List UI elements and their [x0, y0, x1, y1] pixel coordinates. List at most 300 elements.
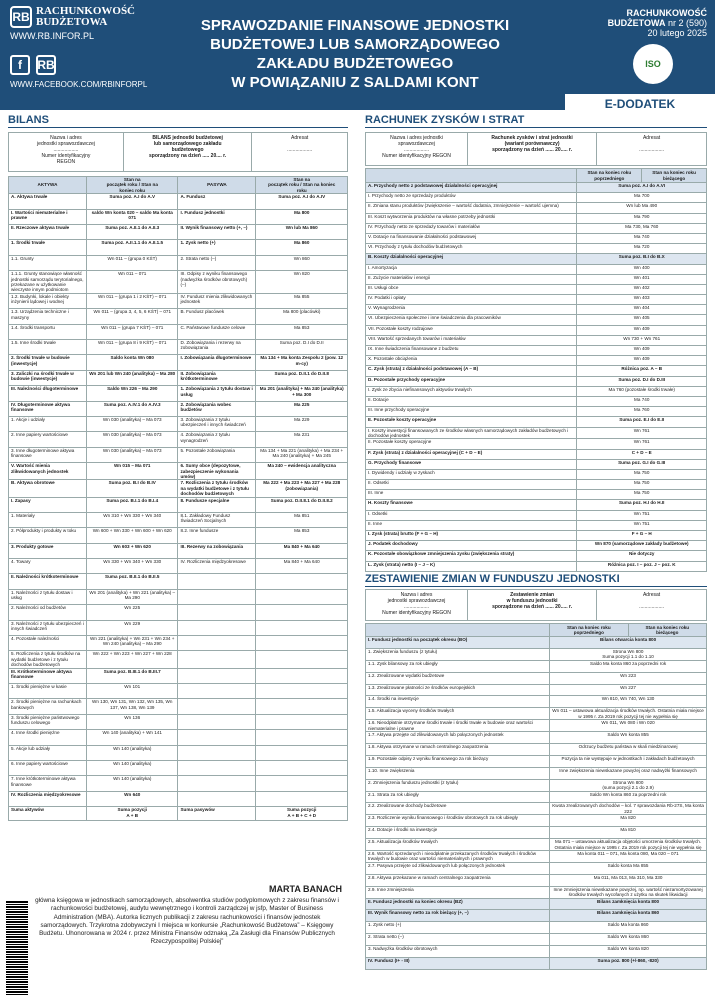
bilans-form-title: BILANS jednostki budżetowej lub samorządowego zakładu budżetowego sporządzony na dzień ..... 20.... r.	[124, 133, 252, 171]
table-row	[366, 459, 707, 469]
table-row	[366, 325, 707, 335]
rzis-col-curr: Stan na koniec roku bieżącego	[642, 169, 707, 183]
table-row	[9, 528, 348, 543]
pasywa-value: Ma 240 – ewidencja analityczna	[256, 463, 348, 480]
table-row	[366, 376, 707, 386]
rzis-heading: RACHUNEK ZYSKÓW I STRAT	[365, 114, 707, 128]
pasywa-value: Ma 853	[256, 324, 348, 339]
aktywa-value: Wn 030 (analityka) – Ma 073	[86, 416, 178, 431]
row-value: Ma 750	[577, 480, 707, 490]
table-row	[9, 480, 348, 497]
row-label: IX. Inne świadczenia finansowane z budżetu	[366, 346, 577, 356]
zzf-col-prev: Stan na koniec roku poprzedniego	[550, 624, 628, 637]
row-label: VIII. Wartość sprzedanych towarów i materiałów	[366, 335, 577, 345]
table-row	[366, 803, 707, 815]
col-aktywa-end: Stan na koniec roku	[119, 182, 158, 193]
aktywa-value: Wn 011 – (grupa 1 i 2 KŚT) – 071	[86, 293, 178, 308]
table-row	[366, 732, 707, 744]
pasywa-value: Suma poz. D.II.8.1 do D.II.8.2	[256, 497, 348, 512]
aktywa-label: 1.1. Grunty	[9, 255, 87, 270]
row-label: I. Zysk (strata) brutto (F + G – H)	[366, 531, 577, 541]
row-value: Saldo Ma konta 860 za poprzedni rok	[550, 660, 707, 672]
row-label: B. Koszty działalności operacyjnej	[366, 254, 577, 264]
bilans-form-entity: Nazwa i adres jednostki sprawozdawczej .................. Numer identyfikacyjny REGON	[9, 133, 124, 171]
table-row	[366, 541, 707, 551]
pasywa-label	[178, 761, 256, 776]
row-value: Wn 401	[577, 274, 707, 284]
pasywa-label	[178, 714, 256, 729]
pasywa-value: Ma 225	[256, 401, 348, 416]
pasywa-value: Ma 860	[256, 240, 348, 255]
pasywa-label: IV. Fundusz mienia zlikwidowanych jednostek	[178, 293, 256, 308]
table-row	[366, 183, 707, 193]
pasywa-value	[256, 684, 348, 699]
table-row	[366, 648, 707, 660]
row-value: Wn lub Ma 490	[577, 203, 707, 213]
row-label: 2.9. Inne zmniejszenia	[366, 886, 550, 898]
col-pasywa-end: Stan na koniec roku	[296, 182, 336, 193]
row-value: Wn 011, Wn 080 i Wn 020	[550, 720, 707, 732]
table-row	[366, 684, 707, 696]
pasywa-label: I. Fundusz jednostki	[178, 209, 256, 224]
table-row	[9, 447, 348, 462]
row-label: 2.2. Zrealizowane dochody budżetowe	[366, 803, 550, 815]
aktywa-label: IV. Rozliczenia międzyokresowe	[9, 791, 87, 806]
row-value: Ma 720	[577, 244, 707, 254]
pasywa-label	[178, 574, 256, 589]
row-label: 1. Zysk netto (+)	[366, 922, 550, 934]
row-label: VI. Ubezpieczenia społeczne i inne świadczenia dla pracowników	[366, 315, 577, 325]
pasywa-value: Suma poz. D.I do D.II	[256, 339, 348, 354]
row-label: II. Inne	[366, 520, 577, 530]
row-value: Wn 405	[577, 315, 707, 325]
row-label: III. Koszt wytworzenia produktów na własne potrzeby jednostki	[366, 213, 577, 223]
table-row	[366, 886, 707, 898]
pasywa-label	[178, 730, 256, 745]
aktywa-label: 1. Środki trwałe	[9, 240, 87, 255]
row-value: Wn 751	[577, 510, 707, 520]
pasywa-value	[256, 605, 348, 620]
row-value: Ma 011, Ma 013, Ma 310, Ma 330	[550, 874, 707, 886]
table-row	[366, 874, 707, 886]
aktywa-label: II. Należności krótkoterminowe	[9, 574, 87, 589]
row-value: Pozycja ta nie występuje w jednostkach i zakładach budżetowych	[550, 755, 707, 767]
table-row	[9, 324, 348, 339]
barcode-icon	[6, 900, 28, 995]
pasywa-value: Ma 840 + Ma 640	[256, 543, 348, 558]
table-row	[366, 315, 707, 325]
row-label: IV. Przychody netto ze sprzedaży towarów i materiałów	[366, 223, 577, 233]
zzf-form-entity: Nazwa i adres jednostki sprawozdawczej .................. Numer identyfikacyjny REGON	[366, 590, 468, 620]
aktywa-value: Wn 101	[86, 684, 178, 699]
aktywa-value: Suma poz. A.II.1 do A.II.3	[86, 225, 178, 240]
row-label: V. Dotacje na finansowanie działalności podstawowej	[366, 233, 577, 243]
table-row	[9, 730, 348, 745]
row-label: III. Inne przychody operacyjne	[366, 407, 577, 417]
row-label: I. Dywidendy i udziały w zyskach	[366, 469, 577, 479]
pasywa-value: Ma 800 (placówki)	[256, 309, 348, 324]
table-row	[366, 815, 707, 827]
table-row	[366, 480, 707, 490]
pasywa-value: Suma poz. D.II.1 do D.II.8	[256, 370, 348, 385]
rzis-form-addressee: Adresat ..................	[639, 135, 665, 153]
table-row	[366, 244, 707, 254]
row-label: II. Dotacje	[366, 396, 577, 406]
row-label: II. Zmiana stanu produktów (zwiększenie – wartość dodatnia, zmniejszenie – wartość ujemna)	[366, 203, 577, 213]
pasywa-value: Wn 860	[256, 255, 348, 270]
zzf-heading: ZESTAWIENIE ZMIAN W FUNDUSZU JEDNOSTKI	[365, 573, 707, 587]
table-row	[366, 346, 707, 356]
row-label: I. Amortyzacja	[366, 264, 577, 274]
row-value: Ma 071 – ustawowa aktualizacja objętości umorzenia środków trwałych. Ostatnia miała miejsce w 1995 r. Za 2019 rok pozycji tej nie wypełnia się	[550, 839, 707, 851]
row-label: II. Odsetki	[366, 480, 577, 490]
pasywa-value: Ma 134 + Ma 221 (analityka) + Ma 234 + Ma 240 (analityka) + Ma 245	[256, 447, 348, 462]
aktywa-label: 1. Środki pieniężne w kasie	[9, 684, 87, 699]
brand-logo	[10, 6, 180, 28]
aktywa-value: Suma poz. B.I do B.IV	[86, 480, 178, 497]
table-row	[366, 203, 707, 213]
aktywa-label: A. Aktywa trwałe	[9, 194, 87, 209]
aktywa-label: III. Krótkoterminowe aktywa finansowe	[9, 668, 87, 683]
table-row	[366, 946, 707, 958]
aktywa-value: Suma poz. A.II.1.1 do A.II.1.5	[86, 240, 178, 255]
rzis-form-title: Rachunek zysków i strat jednostki (wariant porównawczy) sporządzony na dzień ...... 20..... r.	[468, 133, 597, 165]
table-row	[9, 225, 348, 240]
aktywa-value: Wn 130, Wn 131, Wn 132, Wn 135, Wn 137, Wn 138, Wn 139	[86, 699, 178, 714]
row-value: Saldo Ma konta 860	[550, 922, 707, 934]
aktywa-label: 2. Środki trwałe w budowie (inwestycje)	[9, 355, 87, 370]
col-aktywa-stan: Stan na początek roku / Stan na koniec roku	[86, 177, 178, 194]
row-label: II. Fundusz jednostki na koniec okresu (BZ)	[366, 898, 550, 910]
row-label: 1. Zwiększenia funduszu (z tytułu)	[366, 648, 550, 660]
row-label: I. Odsetki	[366, 510, 577, 520]
author-note	[32, 884, 342, 947]
table-row	[9, 791, 348, 806]
row-value: Strona Wn 800 (suma pozycji 2.1 do 2.9)	[550, 779, 707, 791]
aktywa-value: Wn 221 (analityka) + Wn 231 + Wn 234 + Wn 240 (analityka) – Ma 290	[86, 636, 178, 651]
pasywa-value	[256, 745, 348, 760]
row-value: Ma 760	[577, 407, 707, 417]
aktywa-label: 2. Należności od budżetów	[9, 605, 87, 620]
pasywa-label: 2. Zobowiązania wobec budżetów	[178, 401, 256, 416]
aktywa-value: Wn 640	[86, 791, 178, 806]
aktywa-value: Wn 030 (analityka) – Ma 073	[86, 447, 178, 462]
bilans-form-addressee: Adresat ..................	[287, 135, 313, 153]
row-label: 1.6. Nieodpłatnie otrzymane środki trwałe i środki trwałe w budowie oraz wartości niematerialne i prawne	[366, 720, 550, 732]
aktywa-label: 2. Środki pieniężne na rachunkach bankowych	[9, 699, 87, 714]
pasywa-value	[256, 791, 348, 806]
row-value: Suma poz. A.I do A.VI	[577, 183, 707, 193]
row-value: Strona Wn 800 Suma pozycji 1.1 do 1.10	[550, 648, 707, 660]
aktywa-label: I. Wartości niematerialne i prawne	[9, 209, 87, 224]
table-row	[9, 370, 348, 385]
pasywa-label	[178, 589, 256, 604]
issue-number: nr 2 (590)	[667, 18, 707, 28]
zzf-form-title: Zestawienie zmian w funduszu jednostki sporządzone na dzień ...... 20..... r.	[468, 590, 597, 620]
table-row	[366, 791, 707, 803]
pasywa-value	[256, 574, 348, 589]
brand-block	[10, 6, 180, 89]
table-row	[9, 776, 348, 791]
row-value: Wn 403	[577, 295, 707, 305]
table-row	[9, 714, 348, 729]
row-value: Saldo Wn konta 860	[550, 934, 707, 946]
row-value: Bilans zamknięcia konta 860	[550, 910, 707, 922]
row-value: Saldo Wn konta 820	[550, 946, 707, 958]
row-label: 2.3. Rozliczenie wyniku finansowego i środków obrotowych za rok ubiegły	[366, 815, 550, 827]
row-label: A. Przychody netto z podstawowej działalności operacyjnej	[366, 183, 577, 193]
pasywa-label: III. Rezerwy na zobowiązania	[178, 543, 256, 558]
row-label: 2.8. Aktywa przekazane w ramach centralnego zaopatrzenia	[366, 874, 550, 886]
pasywa-label: II. Zobowiązania krótkoterminowe	[178, 370, 256, 385]
table-row	[366, 490, 707, 500]
rb-social-icon[interactable]: RB	[36, 55, 56, 75]
bilans-heading: BILANS	[8, 114, 348, 128]
col-aktywa-start: Stan na początek roku	[106, 177, 141, 188]
pasywa-label: 4. Zobowiązania z tytułu wynagrodzeń	[178, 432, 256, 447]
page-header	[0, 0, 715, 110]
pasywa-label: 6. Sumy obce (depozytowe, zabezpieczenie wykonania umów)	[178, 463, 256, 480]
pasywa-label: I. Zobowiązania długoterminowe	[178, 355, 256, 370]
row-value: Ma 700	[577, 193, 707, 203]
bilans-table	[8, 176, 348, 821]
row-label: IV. Podatki i opłaty	[366, 295, 577, 305]
aktywa-label: 1. Należności z tytułu dostaw i usług	[9, 589, 87, 604]
row-value: Wn 409	[577, 356, 707, 366]
author-name: MARTA BANACH	[269, 884, 342, 894]
aktywa-label: 1.4. Środki transportu	[9, 324, 87, 339]
facebook-url[interactable]: WWW.FACEBOOK.COM/RBINFORPL	[10, 80, 148, 89]
table-row	[9, 463, 348, 480]
sum-pasywa-label: Suma pasywów	[178, 807, 256, 821]
row-value: Ma konta 011 – 071, Ma konta 080, Ma 020 – 071	[550, 851, 707, 863]
table-row	[366, 295, 707, 305]
pasywa-label: D. Zobowiązania i rezerwy na zobowiązania	[178, 339, 256, 354]
table-row	[9, 699, 348, 714]
pasywa-value: Wn lub Ma 860	[256, 225, 348, 240]
table-row	[9, 401, 348, 416]
row-label: 1.7. Aktywa przejęte od zlikwidowanych lub połączonych jednostek	[366, 732, 550, 744]
bilans-sum-row	[9, 807, 348, 821]
pasywa-value: Ma 853	[256, 528, 348, 543]
table-row	[9, 651, 348, 668]
pasywa-label: B. Fundusz placówek	[178, 309, 256, 324]
pasywa-value: Suma poz. A.I do A.IV	[256, 194, 348, 209]
row-value: Ma 730, Ma 760	[577, 223, 707, 233]
rb-logo-icon: RB	[10, 6, 32, 28]
aktywa-value: Wn 015 – Ma 071	[86, 463, 178, 480]
aktywa-value: Wn 310 + Wn 330 + Wn 340	[86, 512, 178, 527]
row-label: D. Pozostałe przychody operacyjne	[366, 376, 577, 386]
table-row	[366, 862, 707, 874]
row-label: I. Koszty inwestycji finansowanych ze środków własnych samorządowych zakładów budżetowych i dochodów jednostek	[366, 427, 577, 439]
row-value: Bilans zamknięcia konta 800	[550, 898, 707, 910]
row-label: VI. Przychody z tytułu dochodów budżetowych	[366, 244, 577, 254]
row-label: I. Przychody netto ze sprzedaży produktów	[366, 193, 577, 203]
aktywa-value: Wn 140 (analityka)	[86, 761, 178, 776]
table-row	[366, 254, 707, 264]
aktywa-value: Suma poz. A.IV.1 do A.IV.3	[86, 401, 178, 416]
row-value: Wn 409	[577, 346, 707, 356]
row-label: 1.4. Środki na inwestycje	[366, 696, 550, 708]
pasywa-value	[256, 651, 348, 668]
pasywa-value	[256, 730, 348, 745]
aktywa-value: Saldo konta Wn 080	[86, 355, 178, 370]
table-row	[9, 194, 348, 209]
table-row	[9, 559, 348, 574]
sum-aktywa-label: Suma aktywów	[9, 807, 87, 821]
row-value: Wn 227	[550, 684, 707, 696]
aktywa-value: Wn 011 – 071	[86, 271, 178, 294]
table-row	[366, 922, 707, 934]
row-value: Wn 810, Wn 740, Wn 130	[550, 696, 707, 708]
table-row	[366, 500, 707, 510]
row-value: Różnica poz. A – B	[577, 366, 707, 376]
table-row	[9, 386, 348, 401]
pasywa-label	[178, 620, 256, 635]
aktywa-value: Wn 225	[86, 605, 178, 620]
aktywa-label: 2. Inne papiery wartościowe	[9, 432, 87, 447]
row-label: 1.1. Zysk bilansowy za rok ubiegły	[366, 660, 550, 672]
aktywa-label: 1.3. Urządzenia techniczne i maszyny	[9, 309, 87, 324]
pasywa-label	[178, 776, 256, 791]
row-value: Wn 011 – ustawowa aktualizacja środków trwałych. Ostatnia miała miejsce w 1995 r. Za 2019 rok pozycji tej nie wypełnia się	[550, 708, 707, 720]
pasywa-label: 5. Pozostałe zobowiązania	[178, 447, 256, 462]
row-label: 1.5. Aktualizacja wyceny środków trwałych	[366, 708, 550, 720]
pasywa-label: IV. Rozliczenia międzyokresowe	[178, 559, 256, 574]
row-label: 2.7. Pasywa przejęte od zlikwidowanych lub połączonych jednostek	[366, 862, 550, 874]
table-row	[9, 684, 348, 699]
aktywa-value: Wn 011 – (grupa 7 KŚT) – 071	[86, 324, 178, 339]
pasywa-label: 8. Fundusze specjalne	[178, 497, 256, 512]
row-value: Suma poz. D.I do D.III	[577, 376, 707, 386]
row-label: V. Wynagrodzenia	[366, 305, 577, 315]
page-title: SPRAWOZDANIE FINANSOWE JEDNOSTKI BUDŻETOWEJ LUB SAMORZĄDOWEGO ZAKŁADU BUDŻETOWEGO W POWIĄZANIU Z SALDAMI KONT	[200, 17, 510, 91]
table-row	[366, 551, 707, 561]
table-row	[366, 720, 707, 732]
table-row	[366, 264, 707, 274]
pasywa-value: Ma 134 + Ma konta Zespołu 2 (pow. 12 m-cy)	[256, 355, 348, 370]
row-value: Wn 223	[550, 672, 707, 684]
pasywa-label: 2. Strata netto (–)	[178, 255, 256, 270]
row-label: 3. Nadwyżka środków obrotowych	[366, 946, 550, 958]
aktywa-label: B. Aktywa obrotowe	[9, 480, 87, 497]
table-row	[366, 744, 707, 756]
table-row	[366, 531, 707, 541]
pasywa-label: 7. Rozliczenia z tytułu środków na wydatki budżetowe i z tytułu dochodów budżetowych	[178, 480, 256, 497]
e-dodatek-badge: E-DODATEK	[565, 94, 715, 114]
row-value: Saldo konta Ma 855	[550, 862, 707, 874]
rzis-table	[365, 168, 707, 572]
pasywa-label: III. Odpisy z wyniku finansowego (nadwyżka środków obrotowych) (–)	[178, 271, 256, 294]
pasywa-label: C. Państwowe fundusze celowe	[178, 324, 256, 339]
row-value: Ma 740	[577, 396, 707, 406]
row-value: Wn 409	[577, 325, 707, 335]
aktywa-label: 4. Pozostałe należności	[9, 636, 87, 651]
table-row	[366, 284, 707, 294]
facebook-icon[interactable]: f	[10, 55, 30, 75]
row-label: E. Pozostałe koszty operacyjne	[366, 417, 577, 427]
table-row	[366, 827, 707, 839]
table-row	[366, 696, 707, 708]
table-row	[366, 386, 707, 396]
table-row	[366, 449, 707, 459]
row-label: 2.5. Aktualizacja środków trwałych	[366, 839, 550, 851]
row-value: Saldo Wn konta 860 za poprzedni rok	[550, 791, 707, 803]
aktywa-value: Wn 201 (analityka) + Wn 221 (analityka) – Ma 290	[86, 589, 178, 604]
pasywa-value: Ma 231	[256, 432, 348, 447]
pasywa-value	[256, 776, 348, 791]
author-bio: główna księgowa w jednostkach samorządowych, absolwentka studiów podyplomowych z zakresu finansów i rachunkowości budżetowej, audytu wewnętrznego i kontroli zarządczej w jsfp, Master of Business Administration (MBA). Autorka licznych publikacji z zakresu rachunkowości i finansów jednostek samorządowych. Trzykrotna zdobywczyni I miejsca w konkursie „Rachunkowość Budżetowa” – Księgowy Budżetu. Uhonorowana w 2024 r. przez Ministra Finansów odznaką „Za Zasługi dla Finansów Publicznych Rzeczypospolitej Polskiej”	[35, 897, 339, 946]
row-label: II. Zużycie materiałów i energii	[366, 274, 577, 284]
aktywa-value: Wn 030 (analityka) – Ma 073	[86, 432, 178, 447]
aktywa-value: Suma poz. B.I.1 do B.I.4	[86, 497, 178, 512]
table-row	[9, 543, 348, 558]
pasywa-value: Ma 800	[256, 209, 348, 224]
row-value: Inne zwiększenia niewskazane powyżej oraz nadwyżki finansowych	[550, 767, 707, 779]
row-value: Nie dotyczy	[577, 551, 707, 561]
table-row	[366, 851, 707, 863]
table-row	[366, 213, 707, 223]
pasywa-value: Ma 201 (analityka) + Ma 240 (analityka) + Ma 300	[256, 386, 348, 401]
row-label: J. Podatek dochodowy	[366, 541, 577, 551]
row-value: Różnica poz. I – poz. J – poz. K	[577, 561, 707, 571]
table-row	[366, 839, 707, 851]
aktywa-label: 3. Zaliczki na środki trwałe w budowie (inwestycje)	[9, 370, 87, 385]
aktywa-label: 1. Akcje i udziały	[9, 416, 87, 431]
brand-url[interactable]: WWW.RB.INFOR.PL	[10, 31, 94, 41]
row-value: Suma poz. B.I do B.X	[577, 254, 707, 264]
pasywa-label: II. Wynik finansowy netto (+, –)	[178, 225, 256, 240]
pasywa-value	[256, 620, 348, 635]
pasywa-label: 3. Zobowiązania z tytułu ubezpieczeń i innych świadczeń	[178, 416, 256, 431]
row-value: Ma 750	[577, 490, 707, 500]
row-value: Ma 760 (pozostałe środki trwałe)	[577, 386, 707, 396]
pasywa-value: Ma 855	[256, 293, 348, 308]
table-row	[9, 636, 348, 651]
row-label: 2. Zmniejszenia funduszu jednostki (z tytułu)	[366, 779, 550, 791]
sum-pasywa-value: Suma pozycji A + B + C + D	[256, 807, 348, 821]
table-row	[9, 255, 348, 270]
table-row	[366, 417, 707, 427]
row-value: Ma 750	[577, 469, 707, 479]
pasywa-value	[256, 761, 348, 776]
row-label: 1.8. Aktywa otrzymane w ramach centralnego zaopatrzenia	[366, 744, 550, 756]
zzf-col-item	[366, 624, 550, 637]
row-value: Kwota zrealizowanych dochodów – kol. 7 sprawozdania Rb-27S, Ma konta 222	[550, 803, 707, 815]
row-label: 2. Strata netto (–)	[366, 934, 550, 946]
table-row	[366, 469, 707, 479]
table-row	[366, 779, 707, 791]
table-row	[9, 589, 348, 604]
row-label: 1.2. Zrealizowane wydatki budżetowe	[366, 672, 550, 684]
col-pasywa-start: Stan na początek roku	[268, 177, 311, 188]
zzf-table	[365, 623, 707, 970]
aktywa-value: Wn 011 – (grupa 3, 4, 5, 6 KŚT) – 071	[86, 309, 178, 324]
pasywa-label: A. Fundusz	[178, 194, 256, 209]
table-row	[366, 561, 707, 571]
table-row	[366, 274, 707, 284]
pasywa-label	[178, 745, 256, 760]
row-label: X. Pozostałe obciążenia	[366, 356, 577, 366]
row-value: Ma 790	[577, 213, 707, 223]
table-row	[366, 366, 707, 376]
pasywa-value: Ma 222 + Ma 223 + Ma 227 + Ma 228 (zobowiązania)	[256, 480, 348, 497]
table-row	[9, 761, 348, 776]
row-value: F + G – H	[577, 531, 707, 541]
row-label: II. Pozostałe koszty operacyjne	[366, 439, 577, 449]
row-label: III. Usługi obce	[366, 284, 577, 294]
